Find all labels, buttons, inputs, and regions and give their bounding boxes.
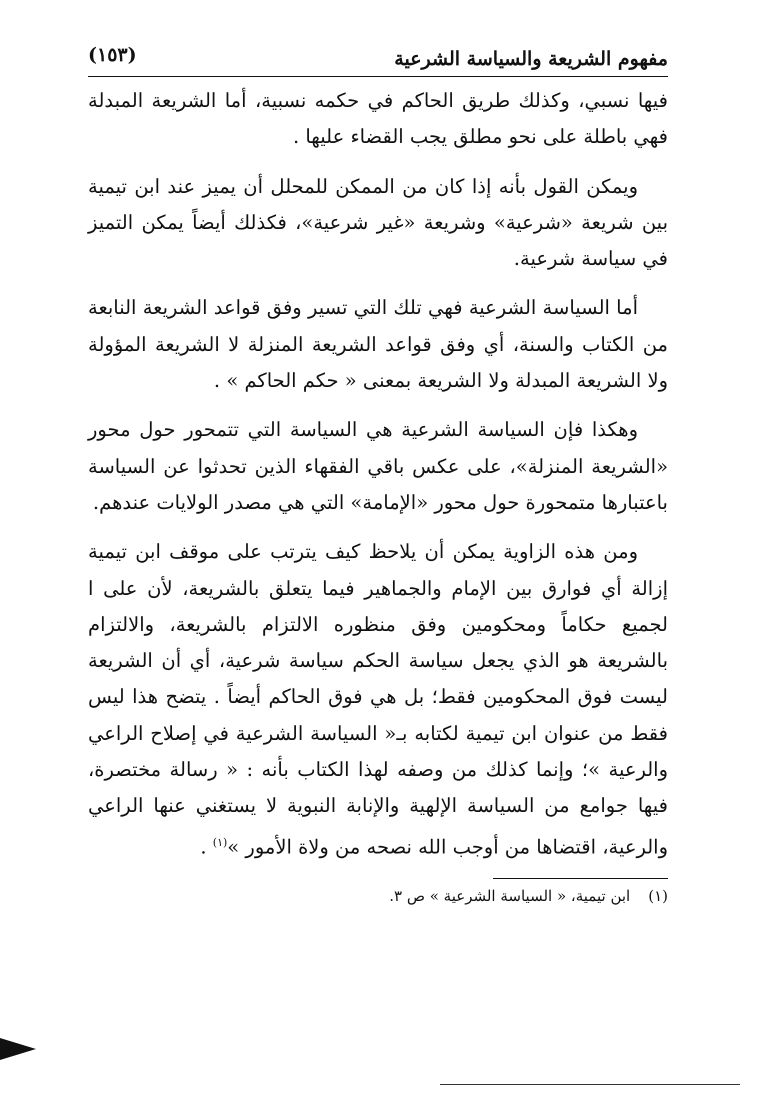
paragraph: فيها نسبي، وكذلك طريق الحاكم في حكمه نسبية، أما الشريعة المبدلة فهي باطلة على نحو مطلق يجب القضاء عليها . bbox=[88, 89, 668, 149]
paragraph: ويمكن القول بأنه إذا كان من الممكن للمحلل أن يميز عند ابن تيمية بين شريعة «شرعية» وشريعة «غير شرعية»، فكذلك أيضاً يمكن التميز في سياسة شرعية. bbox=[88, 174, 668, 271]
book-page bbox=[88, 32, 668, 907]
paragraph bbox=[88, 534, 668, 865]
paragraph-text: ومن هذه الزاوية يمكن أن يلاحظ كيف يترتب على موقف ابن تيمية إزالة أي فوارق بين الإمام والجماهير فيما يتعلق بالشريعة، لأن على ا لجميع حكاماً ومحكومين وفق منظوره الالتزام بالشريعة، والالتزام بالشريعة هو الذي يجعل سياسة الحكم سياسة شرعية، أي أن الشريعة ليست فوق المحكومين فقط؛ بل هي فوق الحاكم أيضاً . يتضح هذا ليس فقط من عنوان ابن تيمية لكتابه بـ« السياسة الشرعية في إصلاح الراعي والرعية »؛ وإنما كذلك من وصفه لهذا الكتاب بأنه : « رسالة مختصرة، فيها جوامع من السياسة الإلهية والإنابة النبوية لا يستغني عنها الراعي والرعية، اقتضاها من أوجب الله نصحه من ولاة الأمور » bbox=[88, 540, 668, 859]
footnote-marker: (١) bbox=[648, 887, 668, 906]
paragraph: وهكذا فإن السياسة الشرعية هي السياسة التي تتمحور حول محور «الشريعة المنزلة»، على عكس باقي الفقهاء الذين تحدثوا عن السياسة باعتبارها متمحورة حول محور «الإمامة» التي هي مصدر الولايات عندهم. bbox=[88, 418, 668, 514]
page-number: (١٥٣) bbox=[88, 44, 137, 66]
running-header bbox=[88, 32, 668, 77]
paragraph: أما السياسة الشرعية فهي تلك التي تسير وفق قواعد الشريعة النابعة من الكتاب والسنة، أي وفق قواعد الشريعة المنزلة لا الشريعة المؤولة ولا الشريعة المبدلة ولا الشريعة بمعنى « حكم الحاكم » . bbox=[88, 296, 668, 393]
header-title: مفهوم الشريعة والسياسة الشرعية bbox=[394, 48, 668, 70]
footnote bbox=[88, 885, 668, 907]
body-text bbox=[88, 83, 668, 865]
footnote-divider bbox=[493, 878, 668, 879]
footnote-text: ابن تيمية، « السياسة الشرعية » ص ٣. bbox=[389, 887, 631, 906]
page-corner-mark bbox=[0, 1038, 36, 1060]
footnote-reference[interactable]: (١) bbox=[212, 835, 228, 849]
paragraph-end: . bbox=[200, 835, 213, 859]
scan-edge-line bbox=[440, 1084, 740, 1085]
